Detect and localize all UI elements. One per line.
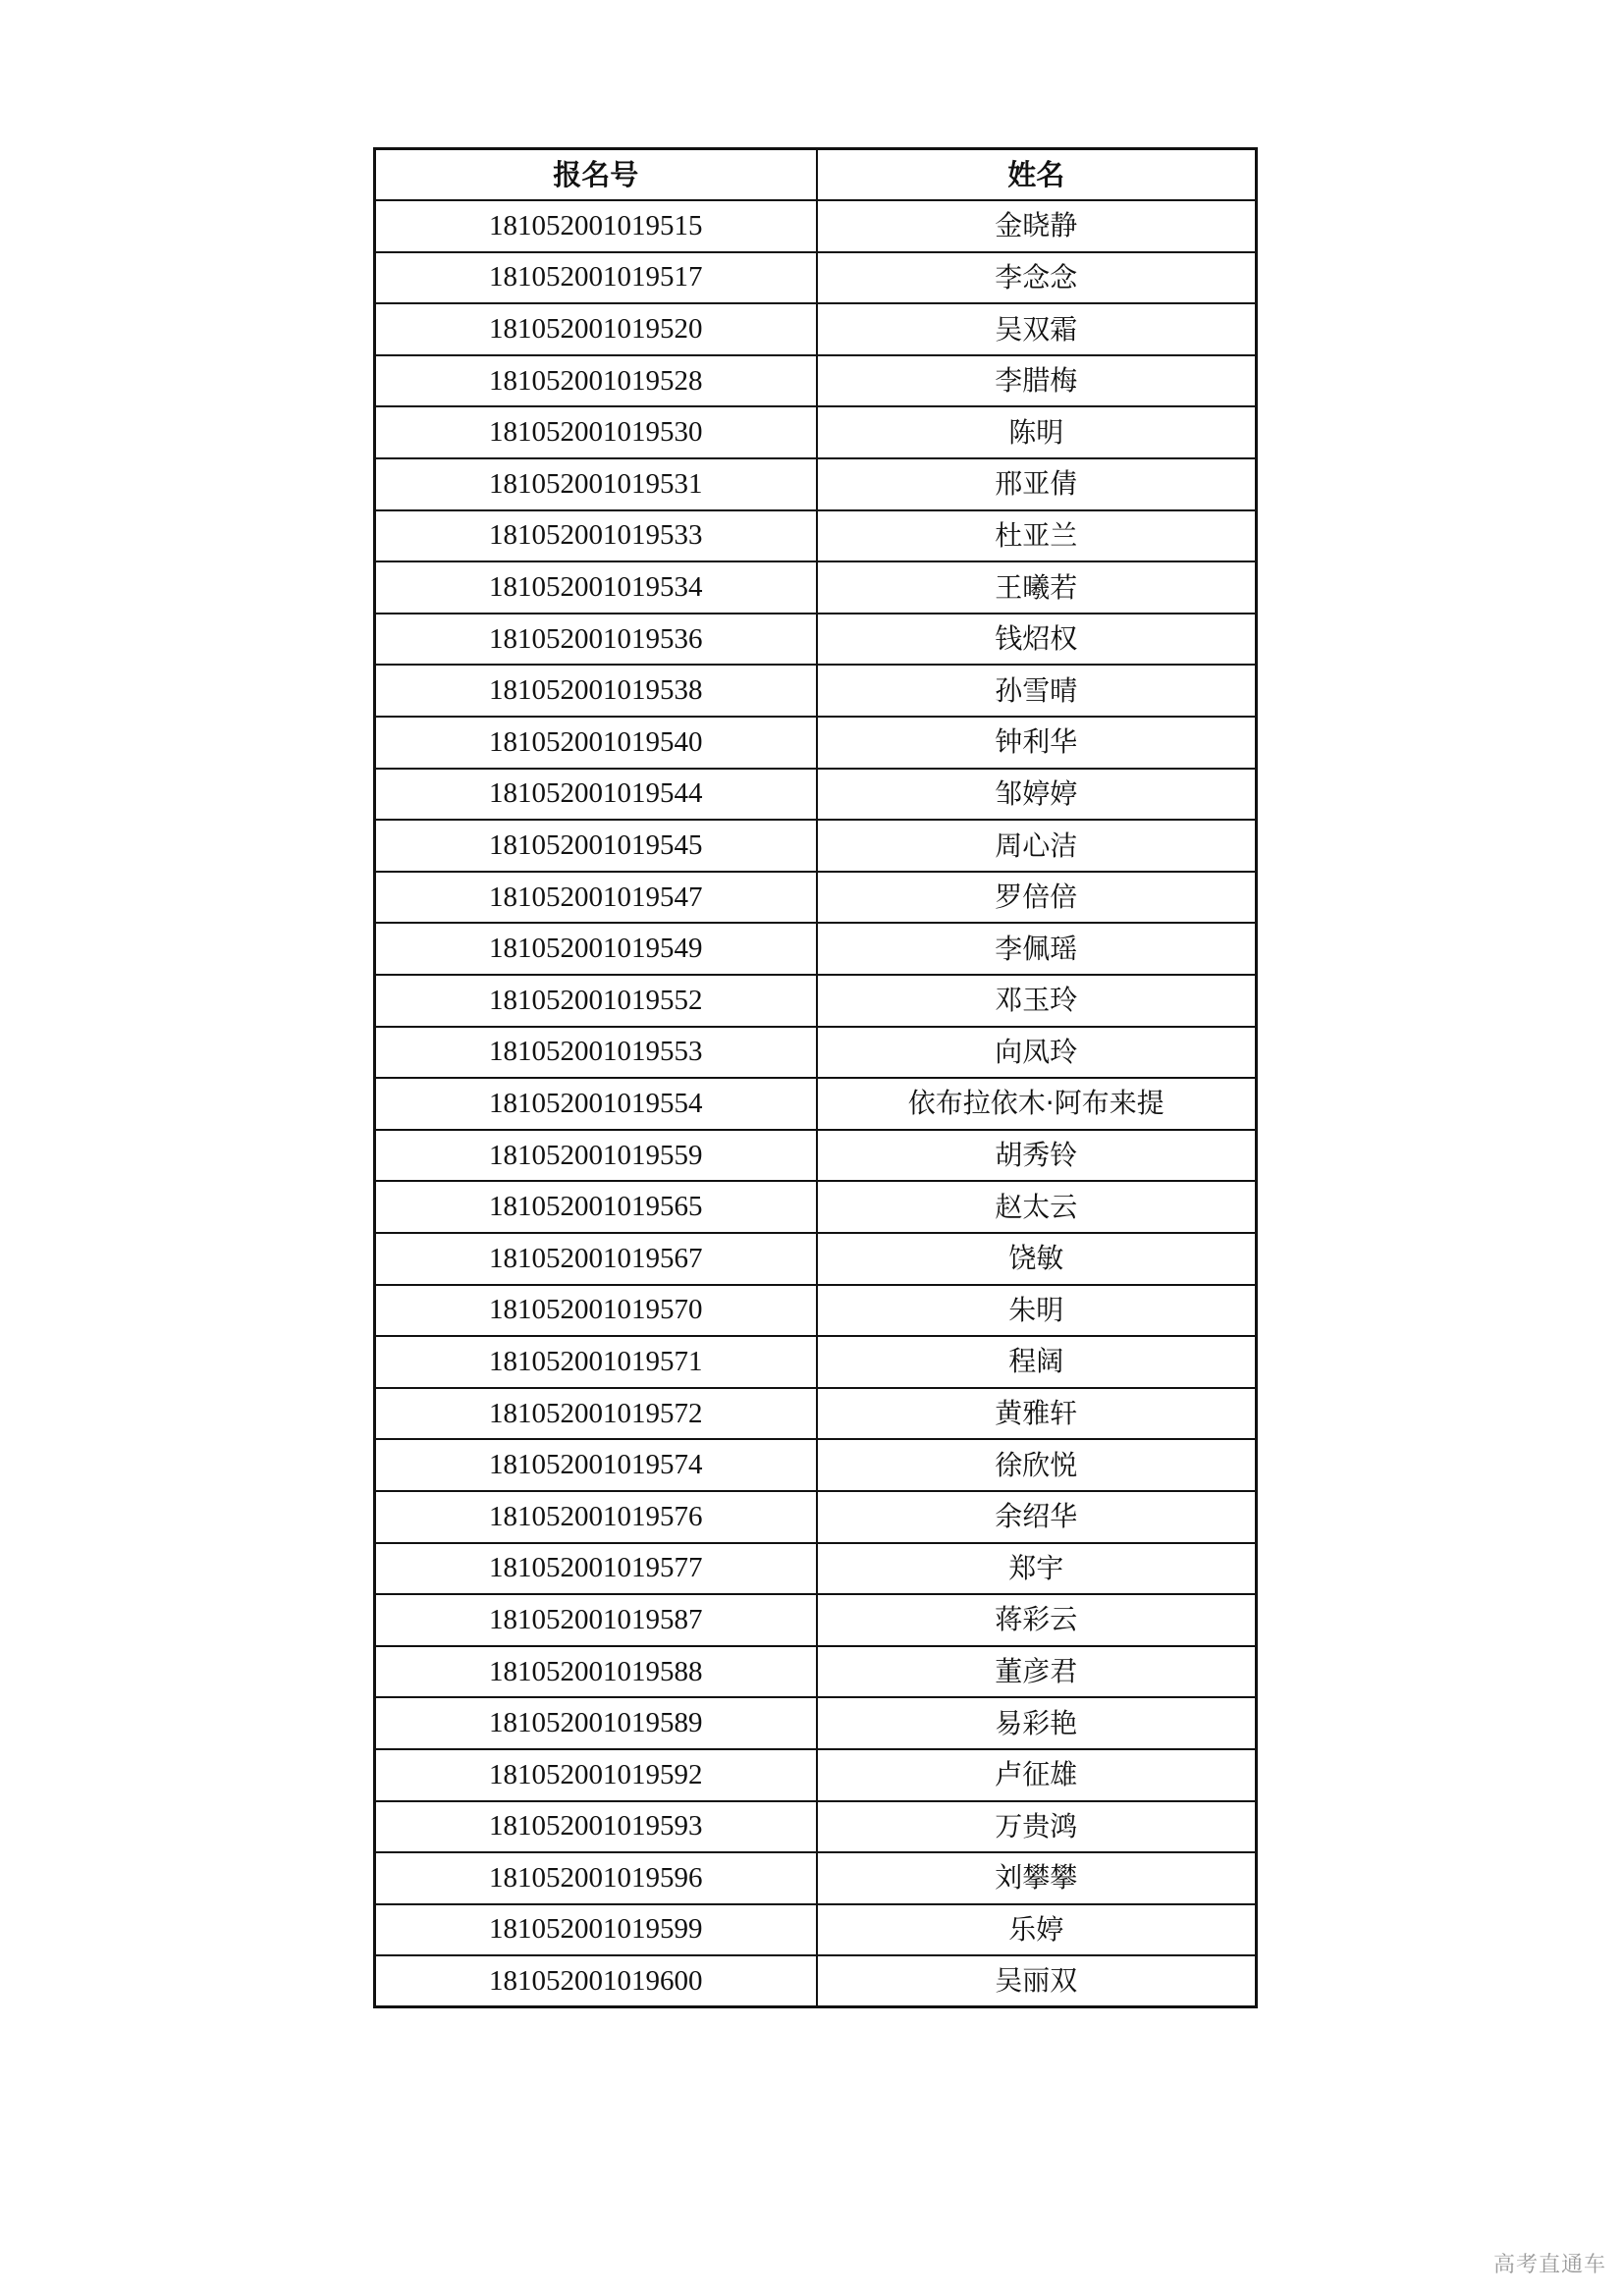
registration-number-cell: 181052001019554 — [375, 1078, 817, 1130]
name-cell: 乐婷 — [817, 1904, 1257, 1956]
header-registration-number: 报名号 — [375, 149, 817, 201]
registration-number-cell: 181052001019600 — [375, 1955, 817, 2007]
name-cell: 孙雪晴 — [817, 665, 1257, 717]
name-cell: 邓玉玲 — [817, 975, 1257, 1027]
name-cell: 郑宇 — [817, 1543, 1257, 1595]
registration-number-cell: 181052001019515 — [375, 200, 817, 252]
registration-number-cell: 181052001019545 — [375, 820, 817, 872]
table-row — [375, 1749, 1257, 1801]
table-row — [375, 1181, 1257, 1233]
admission-table — [373, 147, 1258, 2008]
registration-number-cell: 181052001019593 — [375, 1801, 817, 1853]
table-row — [375, 1388, 1257, 1440]
registration-number-cell: 181052001019530 — [375, 406, 817, 458]
table-row — [375, 1697, 1257, 1749]
registration-number-cell: 181052001019565 — [375, 1181, 817, 1233]
table-row — [375, 1336, 1257, 1388]
registration-number-cell: 181052001019528 — [375, 355, 817, 407]
table-row — [375, 252, 1257, 304]
registration-number-cell: 181052001019538 — [375, 665, 817, 717]
table-row — [375, 1955, 1257, 2007]
name-cell: 吴丽双 — [817, 1955, 1257, 2007]
table-row — [375, 1491, 1257, 1543]
table-row — [375, 561, 1257, 614]
table-row — [375, 614, 1257, 666]
name-cell: 邢亚倩 — [817, 458, 1257, 510]
registration-number-cell: 181052001019567 — [375, 1233, 817, 1285]
registration-number-cell: 181052001019520 — [375, 303, 817, 355]
registration-number-cell: 181052001019540 — [375, 717, 817, 769]
name-cell: 杜亚兰 — [817, 510, 1257, 562]
registration-number-cell: 181052001019576 — [375, 1491, 817, 1543]
header-name: 姓名 — [817, 149, 1257, 201]
registration-number-cell: 181052001019596 — [375, 1852, 817, 1904]
name-cell: 万贵鸿 — [817, 1801, 1257, 1853]
registration-number-cell: 181052001019592 — [375, 1749, 817, 1801]
name-cell: 吴双霜 — [817, 303, 1257, 355]
name-cell: 黄雅轩 — [817, 1388, 1257, 1440]
name-cell: 卢征雄 — [817, 1749, 1257, 1801]
registration-number-cell: 181052001019517 — [375, 252, 817, 304]
name-cell: 邹婷婷 — [817, 769, 1257, 821]
registration-number-cell: 181052001019553 — [375, 1027, 817, 1079]
name-cell: 依布拉依木·阿布来提 — [817, 1078, 1257, 1130]
registration-number-cell: 181052001019570 — [375, 1285, 817, 1337]
table-row — [375, 1027, 1257, 1079]
registration-number-cell: 181052001019577 — [375, 1543, 817, 1595]
name-cell: 罗倍倍 — [817, 872, 1257, 924]
table-row — [375, 1130, 1257, 1182]
table-row — [375, 1285, 1257, 1337]
table-row — [375, 872, 1257, 924]
registration-number-cell: 181052001019572 — [375, 1388, 817, 1440]
table-row — [375, 303, 1257, 355]
name-cell: 朱明 — [817, 1285, 1257, 1337]
name-cell: 蒋彩云 — [817, 1594, 1257, 1646]
registration-number-cell: 181052001019533 — [375, 510, 817, 562]
name-cell: 胡秀铃 — [817, 1130, 1257, 1182]
name-cell: 钟利华 — [817, 717, 1257, 769]
name-cell: 陈明 — [817, 406, 1257, 458]
registration-number-cell: 181052001019536 — [375, 614, 817, 666]
table-row — [375, 1801, 1257, 1853]
table-row — [375, 355, 1257, 407]
registration-number-cell: 181052001019544 — [375, 769, 817, 821]
table-row — [375, 200, 1257, 252]
watermark: 高考直通车 — [1492, 2253, 1606, 2277]
name-cell: 余绍华 — [817, 1491, 1257, 1543]
name-cell: 徐欣悦 — [817, 1439, 1257, 1491]
table-row — [375, 1646, 1257, 1698]
name-cell: 金晓静 — [817, 200, 1257, 252]
table-row — [375, 769, 1257, 821]
name-cell: 易彩艳 — [817, 1697, 1257, 1749]
table-row — [375, 1439, 1257, 1491]
name-cell: 王曦若 — [817, 561, 1257, 614]
registration-number-cell: 181052001019588 — [375, 1646, 817, 1698]
name-cell: 刘攀攀 — [817, 1852, 1257, 1904]
name-cell: 向凤玲 — [817, 1027, 1257, 1079]
registration-number-cell: 181052001019589 — [375, 1697, 817, 1749]
table-row — [375, 820, 1257, 872]
registration-number-cell: 181052001019599 — [375, 1904, 817, 1956]
registration-number-cell: 181052001019559 — [375, 1130, 817, 1182]
name-cell: 董彦君 — [817, 1646, 1257, 1698]
registration-number-cell: 181052001019549 — [375, 923, 817, 975]
table-row — [375, 1078, 1257, 1130]
table-row — [375, 510, 1257, 562]
name-cell: 饶敏 — [817, 1233, 1257, 1285]
registration-number-cell: 181052001019547 — [375, 872, 817, 924]
registration-number-cell: 181052001019552 — [375, 975, 817, 1027]
table-body — [375, 200, 1257, 2007]
registration-number-cell: 181052001019574 — [375, 1439, 817, 1491]
table-row — [375, 923, 1257, 975]
name-cell: 李念念 — [817, 252, 1257, 304]
registration-number-cell: 181052001019571 — [375, 1336, 817, 1388]
table-row — [375, 717, 1257, 769]
name-cell: 李佩瑶 — [817, 923, 1257, 975]
table-row — [375, 1233, 1257, 1285]
table-row — [375, 975, 1257, 1027]
name-cell: 周心洁 — [817, 820, 1257, 872]
name-cell: 程阔 — [817, 1336, 1257, 1388]
table-row — [375, 1852, 1257, 1904]
registration-number-cell: 181052001019531 — [375, 458, 817, 510]
table-row — [375, 1594, 1257, 1646]
name-cell: 李腊梅 — [817, 355, 1257, 407]
table-row — [375, 406, 1257, 458]
table-row — [375, 1543, 1257, 1595]
table-row — [375, 665, 1257, 717]
name-cell: 赵太云 — [817, 1181, 1257, 1233]
table-header-row — [375, 149, 1257, 201]
registration-number-cell: 181052001019587 — [375, 1594, 817, 1646]
table-row — [375, 1904, 1257, 1956]
name-cell: 钱炤权 — [817, 614, 1257, 666]
table-row — [375, 458, 1257, 510]
registration-number-cell: 181052001019534 — [375, 561, 817, 614]
